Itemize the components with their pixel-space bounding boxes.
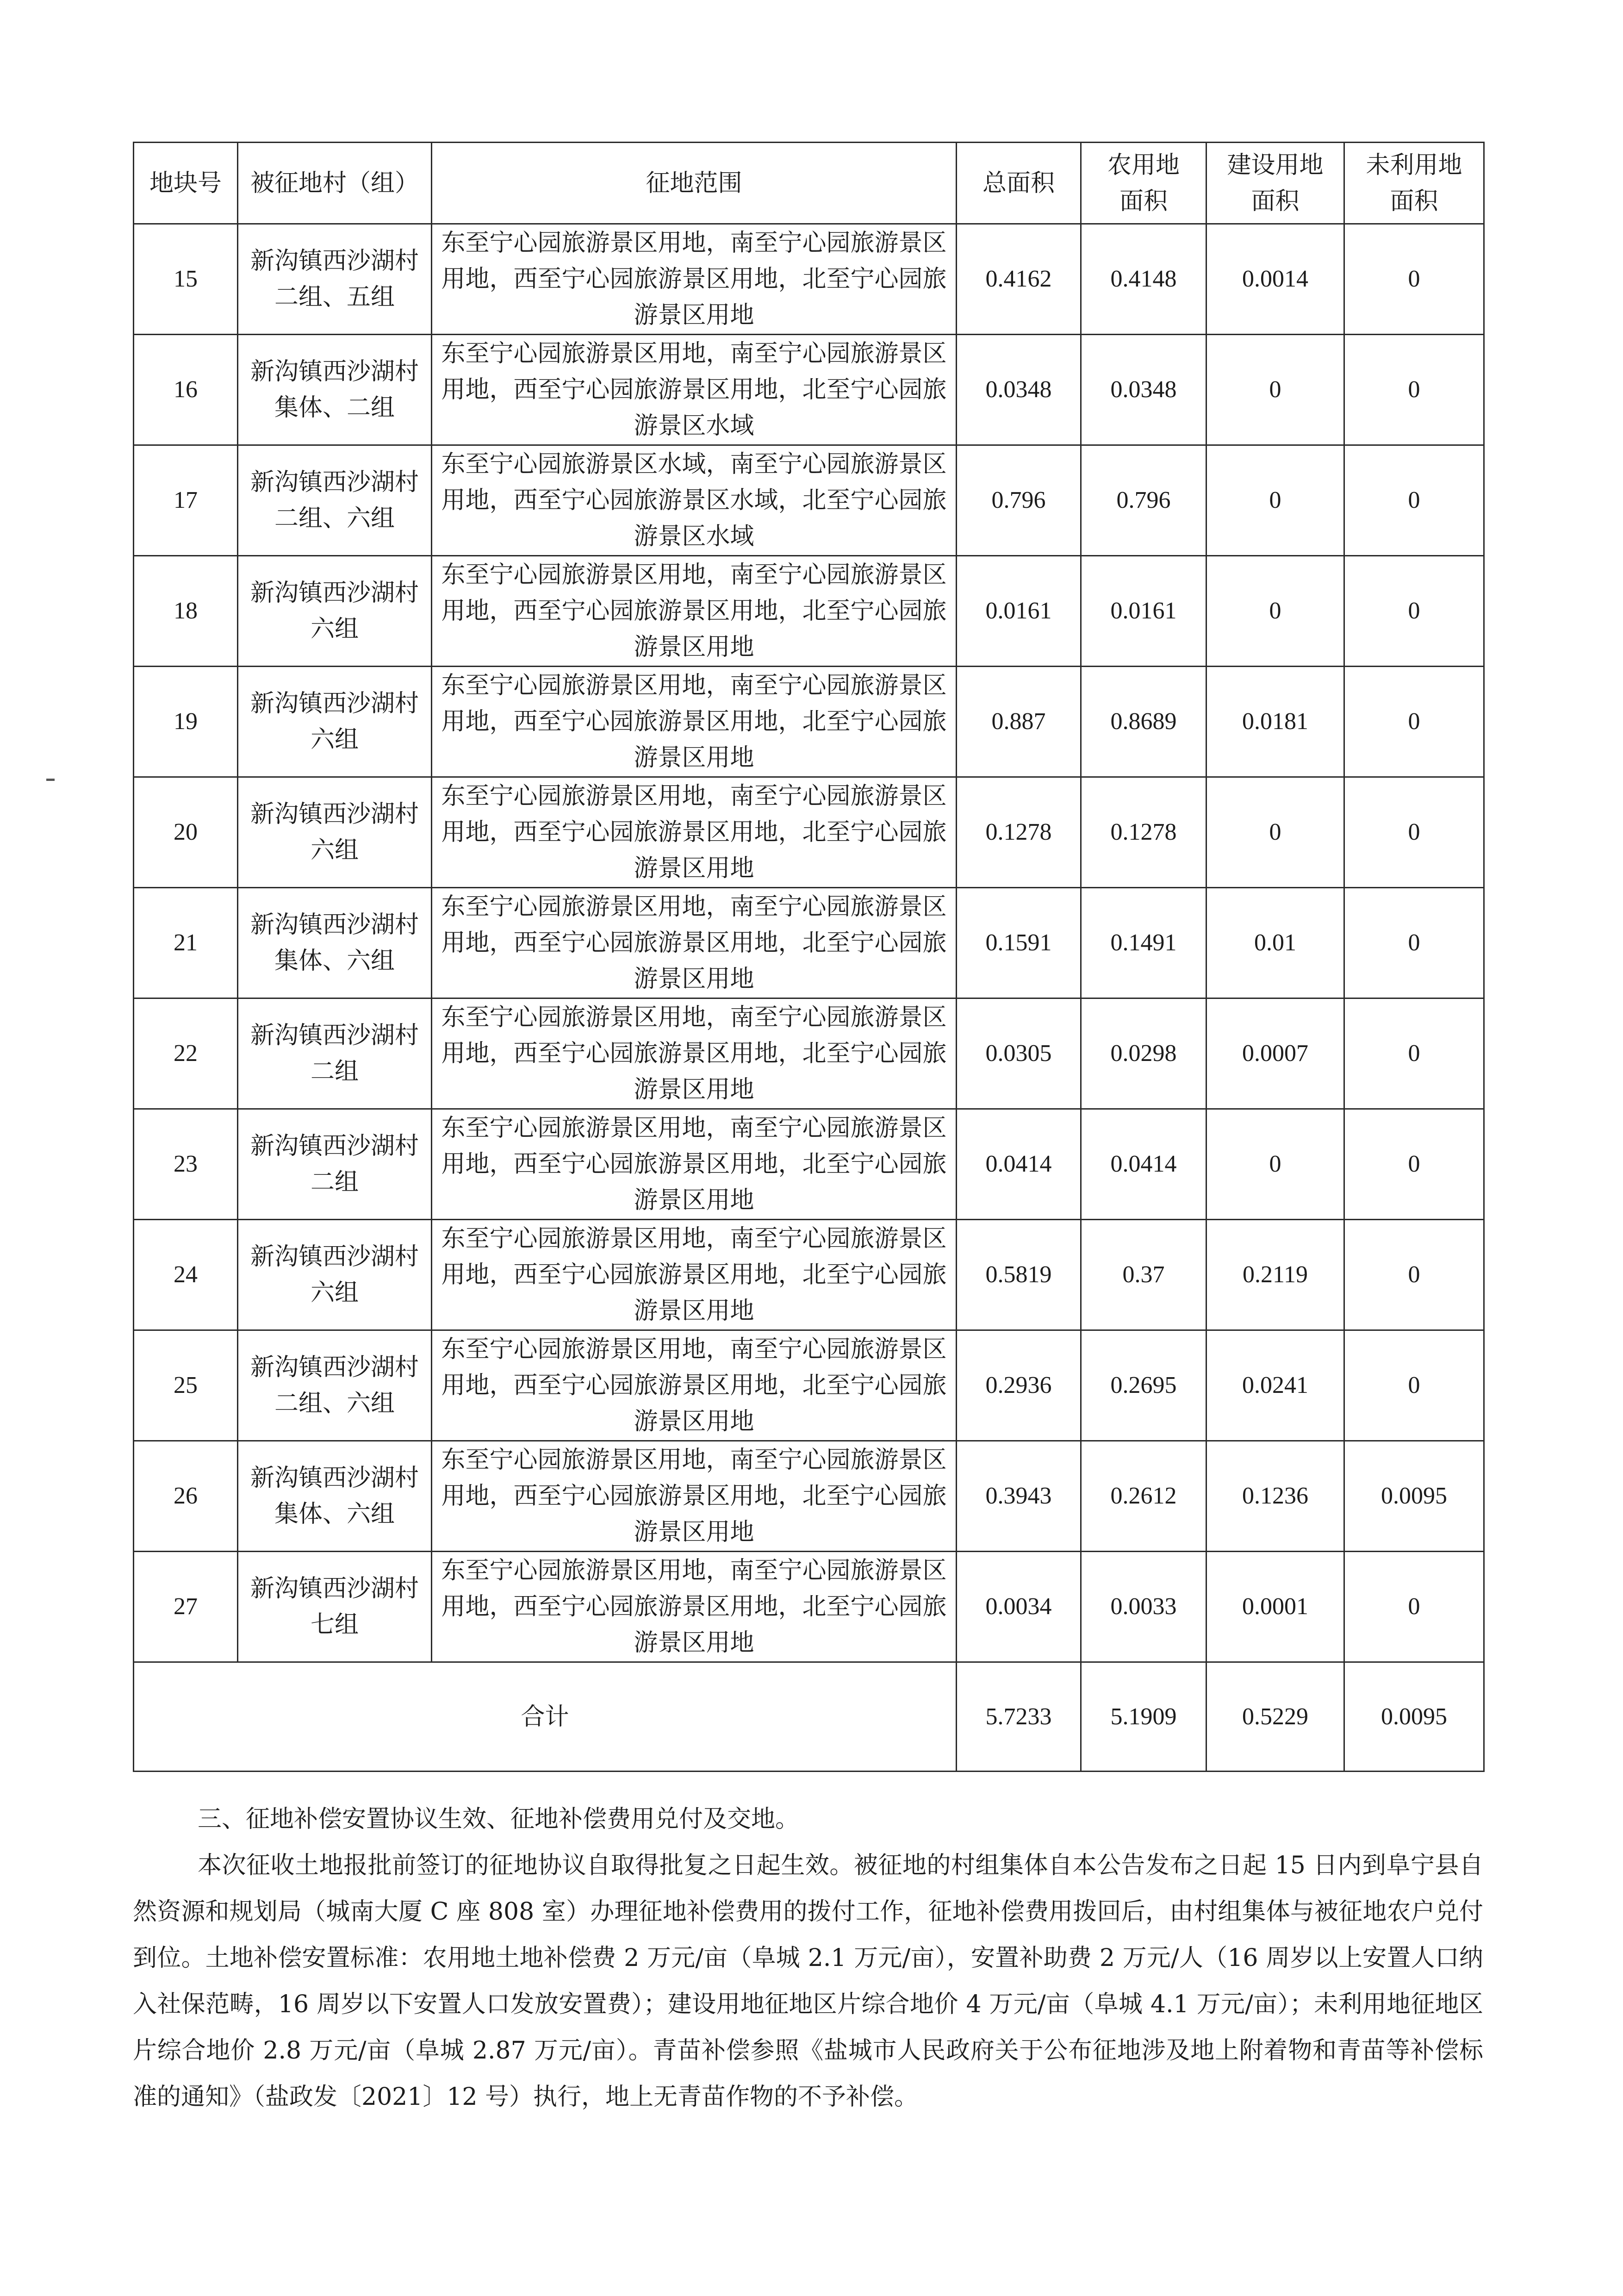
table-row xyxy=(134,888,1484,998)
cell-scope: 东至宁心园旅游景区用地，南至宁心园旅游景区用地，西至宁心园旅游景区用地，北至宁心园旅游景区用地 xyxy=(432,224,957,335)
total-unused-area: 0.0095 xyxy=(1344,1662,1484,1772)
cell-build-area: 0.1236 xyxy=(1206,1441,1344,1552)
cell-unused-area: 0 xyxy=(1344,224,1484,335)
cell-unused-area: 0 xyxy=(1344,1552,1484,1662)
header-plot-no: 地块号 xyxy=(134,143,238,224)
cell-scope: 东至宁心园旅游景区用地，南至宁心园旅游景区用地，西至宁心园旅游景区用地，北至宁心园旅游景区用地 xyxy=(432,998,957,1109)
table-row xyxy=(134,445,1484,556)
cell-build-area: 0.0241 xyxy=(1206,1330,1344,1441)
cell-build-area: 0 xyxy=(1206,1109,1344,1220)
cell-total-area: 0.0305 xyxy=(957,998,1081,1109)
cell-village: 新沟镇西沙湖村二组、六组 xyxy=(238,1330,432,1441)
cell-build-area: 0 xyxy=(1206,445,1344,556)
cell-scope: 东至宁心园旅游景区水域，南至宁心园旅游景区用地，西至宁心园旅游景区水域，北至宁心园旅游景区水域 xyxy=(432,445,957,556)
cell-village: 新沟镇西沙湖村二组 xyxy=(238,998,432,1109)
cell-unused-area: 0 xyxy=(1344,335,1484,445)
table-row xyxy=(134,224,1484,335)
cell-build-area: 0.2119 xyxy=(1206,1220,1344,1330)
cell-farm-area: 0.0348 xyxy=(1081,335,1206,445)
section-title: 三、征地补偿安置协议生效、征地补偿费用兑付及交地。 xyxy=(198,1805,800,1833)
header-village: 被征地村（组） xyxy=(238,143,432,224)
total-farm-area: 5.1909 xyxy=(1081,1662,1206,1772)
cell-farm-area: 0.4148 xyxy=(1081,224,1206,335)
cell-scope: 东至宁心园旅游景区用地，南至宁心园旅游景区用地，西至宁心园旅游景区用地，北至宁心园旅游景区用地 xyxy=(432,556,957,667)
cell-total-area: 0.0348 xyxy=(957,335,1081,445)
cell-village: 新沟镇西沙湖村六组 xyxy=(238,777,432,888)
cell-plot-no: 20 xyxy=(134,777,238,888)
cell-build-area: 0 xyxy=(1206,777,1344,888)
cell-farm-area: 0.0161 xyxy=(1081,556,1206,667)
table-row xyxy=(134,335,1484,445)
header-unused-area: 未利用地面积 xyxy=(1344,143,1484,224)
total-build-area: 0.5229 xyxy=(1206,1662,1344,1772)
cell-village: 新沟镇西沙湖村集体、六组 xyxy=(238,1441,432,1552)
cell-unused-area: 0 xyxy=(1344,998,1484,1109)
cell-farm-area: 0.37 xyxy=(1081,1220,1206,1330)
header-scope: 征地范围 xyxy=(432,143,957,224)
cell-plot-no: 21 xyxy=(134,888,238,998)
cell-plot-no: 23 xyxy=(134,1109,238,1220)
table-row xyxy=(134,998,1484,1109)
cell-unused-area: 0 xyxy=(1344,556,1484,667)
cell-scope: 东至宁心园旅游景区用地，南至宁心园旅游景区用地，西至宁心园旅游景区用地，北至宁心园旅游景区用地 xyxy=(432,1552,957,1662)
cell-farm-area: 0.796 xyxy=(1081,445,1206,556)
section-three xyxy=(133,1796,1483,2120)
cell-village: 新沟镇西沙湖村七组 xyxy=(238,1552,432,1662)
cell-total-area: 0.0414 xyxy=(957,1109,1081,1220)
cell-unused-area: 0 xyxy=(1344,888,1484,998)
table-row xyxy=(134,1220,1484,1330)
cell-farm-area: 0.0298 xyxy=(1081,998,1206,1109)
cell-plot-no: 26 xyxy=(134,1441,238,1552)
cell-farm-area: 0.2695 xyxy=(1081,1330,1206,1441)
cell-scope: 东至宁心园旅游景区用地，南至宁心园旅游景区用地，西至宁心园旅游景区用地，北至宁心园旅游景区用地 xyxy=(432,888,957,998)
cell-farm-area: 0.0033 xyxy=(1081,1552,1206,1662)
table-header-row xyxy=(134,143,1484,224)
cell-total-area: 0.3943 xyxy=(957,1441,1081,1552)
cell-village: 新沟镇西沙湖村二组、五组 xyxy=(238,224,432,335)
cell-scope: 东至宁心园旅游景区用地，南至宁心园旅游景区用地，西至宁心园旅游景区用地，北至宁心园旅游景区用地 xyxy=(432,1109,957,1220)
cell-build-area: 0 xyxy=(1206,335,1344,445)
cell-total-area: 0.0034 xyxy=(957,1552,1081,1662)
cell-village: 新沟镇西沙湖村六组 xyxy=(238,1220,432,1330)
cell-scope: 东至宁心园旅游景区用地，南至宁心园旅游景区用地，西至宁心园旅游景区用地，北至宁心园旅游景区用地 xyxy=(432,1330,957,1441)
cell-farm-area: 0.1491 xyxy=(1081,888,1206,998)
cell-total-area: 0.796 xyxy=(957,445,1081,556)
cell-plot-no: 18 xyxy=(134,556,238,667)
table-row xyxy=(134,1109,1484,1220)
cell-plot-no: 27 xyxy=(134,1552,238,1662)
cell-total-area: 0.2936 xyxy=(957,1330,1081,1441)
cell-total-area: 0.0161 xyxy=(957,556,1081,667)
cell-total-area: 0.1591 xyxy=(957,888,1081,998)
cell-village: 新沟镇西沙湖村二组 xyxy=(238,1109,432,1220)
cell-scope: 东至宁心园旅游景区用地，南至宁心园旅游景区用地，西至宁心园旅游景区用地，北至宁心园旅游景区水域 xyxy=(432,335,957,445)
cell-unused-area: 0 xyxy=(1344,445,1484,556)
header-build-area: 建设用地面积 xyxy=(1206,143,1344,224)
cell-build-area: 0.0014 xyxy=(1206,224,1344,335)
cell-farm-area: 0.2612 xyxy=(1081,1441,1206,1552)
cell-plot-no: 22 xyxy=(134,998,238,1109)
cell-scope: 东至宁心园旅游景区用地，南至宁心园旅游景区用地，西至宁心园旅游景区用地，北至宁心园旅游景区用地 xyxy=(432,667,957,777)
table-total-row xyxy=(134,1662,1484,1772)
cell-farm-area: 0.1278 xyxy=(1081,777,1206,888)
cell-plot-no: 16 xyxy=(134,335,238,445)
scan-mark xyxy=(46,779,55,781)
cell-unused-area: 0 xyxy=(1344,1330,1484,1441)
table-row xyxy=(134,667,1484,777)
table-row xyxy=(134,777,1484,888)
cell-build-area: 0.0001 xyxy=(1206,1552,1344,1662)
cell-village: 新沟镇西沙湖村集体、二组 xyxy=(238,335,432,445)
cell-unused-area: 0 xyxy=(1344,1220,1484,1330)
cell-village: 新沟镇西沙湖村集体、六组 xyxy=(238,888,432,998)
cell-total-area: 0.4162 xyxy=(957,224,1081,335)
cell-plot-no: 25 xyxy=(134,1330,238,1441)
cell-total-area: 0.1278 xyxy=(957,777,1081,888)
total-total-area: 5.7233 xyxy=(957,1662,1081,1772)
cell-scope: 东至宁心园旅游景区用地，南至宁心园旅游景区用地，西至宁心园旅游景区用地，北至宁心园旅游景区用地 xyxy=(432,1441,957,1552)
header-farm-area: 农用地面积 xyxy=(1081,143,1206,224)
cell-plot-no: 24 xyxy=(134,1220,238,1330)
cell-farm-area: 0.8689 xyxy=(1081,667,1206,777)
total-label: 合计 xyxy=(134,1662,957,1772)
cell-plot-no: 19 xyxy=(134,667,238,777)
cell-build-area: 0.0181 xyxy=(1206,667,1344,777)
section-body: 本次征收土地报批前签订的征地协议自取得批复之日起生效。被征地的村组集体自本公告发布之日起 15 日内到阜宁县自然资源和规划局（城南大厦 C 座 808 室）办理征地补偿费用的拨付工作，征地补偿费用拨回后，由村组集体与被征地农户兑付到位。土地补偿安置标准：农用地土地补偿费 2 万元/亩（阜城 2.1 万元/亩），安置补助费 2 万元/人（16 周岁以上安置人口纳入社保范畴，16 周岁以下安置人口发放安置费）；建设用地征地区片综合地价 4 万元/亩（阜城 4.1 万元/亩）；未利用地征地区片综合地价 2.8 万元/亩（阜城 2.87 万元/亩）。青苗补偿参照《盐城市人民政府关于公布征地涉及地上附着物和青苗等补偿标准的通知》（盐政发〔2021〕12 号）执行，地上无青苗作物的不予补偿。 xyxy=(133,1852,1483,2111)
table-row xyxy=(134,556,1484,667)
cell-build-area: 0.0007 xyxy=(1206,998,1344,1109)
cell-unused-area: 0 xyxy=(1344,777,1484,888)
land-acquisition-table xyxy=(133,142,1485,1772)
cell-plot-no: 17 xyxy=(134,445,238,556)
cell-village: 新沟镇西沙湖村二组、六组 xyxy=(238,445,432,556)
cell-build-area: 0 xyxy=(1206,556,1344,667)
cell-unused-area: 0 xyxy=(1344,667,1484,777)
cell-unused-area: 0.0095 xyxy=(1344,1441,1484,1552)
header-total-area: 总面积 xyxy=(957,143,1081,224)
cell-total-area: 0.887 xyxy=(957,667,1081,777)
cell-scope: 东至宁心园旅游景区用地，南至宁心园旅游景区用地，西至宁心园旅游景区用地，北至宁心园旅游景区用地 xyxy=(432,777,957,888)
cell-plot-no: 15 xyxy=(134,224,238,335)
cell-farm-area: 0.0414 xyxy=(1081,1109,1206,1220)
cell-total-area: 0.5819 xyxy=(957,1220,1081,1330)
cell-village: 新沟镇西沙湖村六组 xyxy=(238,556,432,667)
table-row xyxy=(134,1552,1484,1662)
table-row xyxy=(134,1330,1484,1441)
cell-scope: 东至宁心园旅游景区用地，南至宁心园旅游景区用地，西至宁心园旅游景区用地，北至宁心园旅游景区用地 xyxy=(432,1220,957,1330)
cell-build-area: 0.01 xyxy=(1206,888,1344,998)
table-row xyxy=(134,1441,1484,1552)
cell-village: 新沟镇西沙湖村六组 xyxy=(238,667,432,777)
cell-unused-area: 0 xyxy=(1344,1109,1484,1220)
